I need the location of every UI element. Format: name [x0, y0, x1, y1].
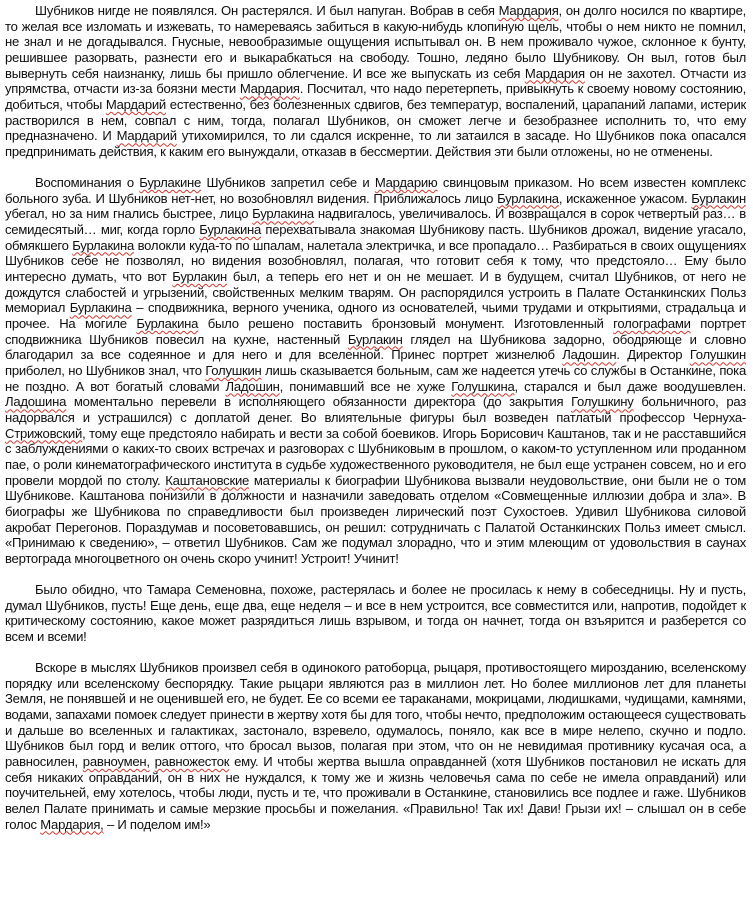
- text-run: – И поделом им!»: [103, 816, 211, 832]
- misspelled-word: Бурлакина: [497, 190, 559, 206]
- text-run: ему. И чтобы жертва вышла оправданней (хотя Шубников постановил не искать для себя никаких оправданий, он в них не нуждался, к тому же и жизнь человечья сама по себе не имела оправданий) или поучительней, ему хотелось, чтобы люди, пусть и те, что проживали в Останкине, становились все подлее и гаже. Шубников велел Палате принимать и самые мерзкие просьбы и пожелания. «Правильно! Так их! Дави! Грызи их! – слышал он в себе голос: [5, 754, 747, 832]
- misspelled-word: Бурлакин: [691, 190, 746, 206]
- misspelled-word: равноумен,: [82, 754, 150, 770]
- misspelled-word: Бурлакин: [347, 331, 403, 347]
- misspelled-word: Мардария,: [40, 816, 104, 832]
- misspelled-word: Бурлакина: [199, 222, 262, 238]
- misspelled-word: Мардария: [498, 3, 559, 18]
- text-run: свинцовым приказом. Но всем известен комплекс больного зуба. И Шубников нет-нет, но возобновлял видения. Приближалось лицо: [5, 175, 746, 206]
- text-run: , старался и был даже воодушевлен.: [514, 378, 746, 394]
- misspelled-word: Голушкина: [451, 378, 515, 394]
- text-run: глядел на Шубникова задорно, ободряюще и словно благодарил за все содеянное и для него и для вселенной. Принес портрет жизнелюб: [5, 331, 746, 363]
- paragraph: [5, 660, 746, 832]
- text-run: лишь сказывается больным, сам же надеется утечь со службы в Останкине, пока не поздно. А вот богатый словами: [5, 362, 746, 394]
- text-run: материалы к биографии Шубникова вызвали неудовольствие, они были не о том Шубникове. Каштанова понизили в должности и назначили заведовать отделом «Совмещенные иллюзии добра и зла». В биографы же Шубникова по справедливости был произведен лирический поэт Сухостоев. Удивил Шубникова силовой акробат Перегонов. Пораздумав и посоветовавшись, он решил: сотрудничать с Палатой Останкинских Польз имеет смысл. «Принимаю к сведению», – ответил Шубников. Сам же подумал злорадно, что и этим млеющим от удовольствия в саунах вертограда многоцветного он очень скоро учинит! Устроит! Учинит!: [5, 472, 746, 566]
- text-run: естественно, без болезненных сдвигов, без температур, воспалений, царапаний лапами, истерик растворился в нем, совпал с ним, тогда, полагал Шубников, он сможет легче и безобразнее исполнить то, что ему предназначено. И: [5, 96, 746, 144]
- text-run: Вскоре в мыслях Шубников произвел себя в одинокого ратоборца, рыцаря, противостоящего мирозданию, вселенскому порядку или вселенскому беспорядку. Такие рыцари являются раз в миллион лет. Но более миллионов лет для планеты Земля, не понявшей и не оценившей его, не будет. Ее со всеми ее тараканами, мокрицами, людишками, чудищами, камнями, водами, запахами помоек следует принести в жертву хотя бы для того, чтобы нечто, предположим остающееся существовать и дальше во вселенных и галактиках, застонало, взревело, одумалось, поняло, как все в мире нелепо, скучно и подло. Шубников был горд и велик оттого, что бросал вызов, полагая при этом, что он не невидимая противнику кусачая оса, а равносилен,: [5, 660, 746, 770]
- misspelled-word: Голушкин: [205, 362, 262, 378]
- misspelled-word: Стрижовский: [5, 425, 83, 441]
- text-run: надвигалось, увеличивалось. И возвращался в сорок четвертый раз… в семидесятый… миг, когда горло: [5, 206, 746, 238]
- misspelled-word: голографами: [613, 315, 691, 331]
- misspelled-word: Мардарий: [105, 96, 166, 112]
- text-run: было решено поставить бронзовый монумент. Изготовленный: [198, 315, 614, 331]
- paragraph: [5, 582, 746, 645]
- text-run: . Директор: [616, 347, 690, 363]
- misspelled-word: равножесток: [154, 754, 230, 770]
- text-run: убегал, но за ним гнались быстрее, лицо: [5, 206, 253, 222]
- text-run: утихомирился, то ли сдался искренне, то ли затаился в засаде. Но Шубников пока опасался предпринимать действия, к каким его вынуждали, отказав в бессмертии. Действия эти были отложены, но не отменены.: [5, 128, 746, 159]
- paragraph: [5, 3, 746, 160]
- text-run: волокли куда-то по шпалам, налетала электричка, и все пропадало… Разбираться в своих ощущениях Шубников себе не позволял, но видения возобновлял, полагая, что готовит себя к тому, что предстояло… Ему было интересно думать, что вот: [5, 237, 747, 284]
- text-run: приболел, но Шубников знал, что: [5, 362, 206, 378]
- text-run: Шубников нигде не появлялся. Он растерялся. И был напуган. Вобрав в себя: [35, 3, 499, 18]
- misspelled-word: Мардария: [239, 81, 300, 97]
- misspelled-word: Ладошин: [225, 378, 280, 394]
- text-run: , тому еще предстояло набирать и вести за собой боевиков. Игорь Борисович Каштанов, так и не расставшийся с заблуждениями о каких-то своих встречах и разговорах с Шубниковым в прошлом, о каком-то уступленном или проданном пае, о роли кинематографического института в судьбе художественного руководителя, не был еще устранен совсем, но и его провели мордой по столу.: [5, 425, 746, 488]
- misspelled-word: Голушкину: [571, 394, 634, 410]
- text-run: перехватывала знакомая Шубникову пасть. Шубников дрожал, видение угасало, обмякшего: [5, 222, 746, 253]
- misspelled-word: Бурлакина: [72, 237, 135, 253]
- paragraph: [5, 175, 746, 566]
- misspelled-word: Каштановские: [165, 472, 250, 488]
- misspelled-word: Бурлакина: [136, 315, 199, 331]
- misspelled-word: Ладошина: [5, 394, 67, 410]
- misspelled-word: Бурлакин: [172, 269, 228, 284]
- misspelled-word: Ладошин: [562, 347, 617, 363]
- text-run: он не захотел. Отчасти из упрямства, отчасти из-за боязни мести: [5, 65, 746, 97]
- text-run: , понимавший все не хуже: [279, 378, 452, 394]
- text-run: портрет сподвижника Шубников повесил на кухне, настенный: [5, 315, 746, 347]
- misspelled-word: Мардарию: [374, 175, 438, 191]
- text-run: – сподвижника, верного ученика, одного из основателей, чьими трудами и открытиями, страдальца и прочее. На могиле: [5, 300, 746, 331]
- text-run: Воспоминания о: [35, 175, 140, 191]
- misspelled-word: Бурлакина: [252, 206, 314, 222]
- text-run: был, а теперь его нет и он не мешает. И в будущем, считал Шубников, от него не дождутся слабостей и угрызений, свойственных мелким тварям. Он распорядился устроить в Палате Останкинских Польз мемориал: [5, 269, 746, 316]
- misspelled-word: Мардарий: [116, 128, 177, 144]
- text-run: Шубников запретил себе и: [201, 175, 375, 191]
- text-run: , искаженное ужасом.: [558, 190, 692, 206]
- misspelled-word: Голушкин: [689, 347, 746, 363]
- text-run: моментально перевели в исполняющего обязанности директора (до закрытия: [66, 394, 572, 410]
- text-run: больничного, раз надорвался и устрашился) с доплатой денег. Во влиятельные фигуры был возведен патлатый профессор Чернуха-: [5, 394, 746, 425]
- text-run: . Посчитал, что надо перетерпеть, привыкнуть к своему новому состоянию, добиться, чтобы: [5, 81, 746, 112]
- misspelled-word: Бурлакина: [69, 300, 132, 316]
- misspelled-word: Бурлакине: [139, 175, 202, 191]
- misspelled-word: Мардария: [524, 65, 585, 81]
- text-run: Было обидно, что Тамара Семеновна, похоже, растерялась и более не просилась к нему в собеседницы. Ну и пусть, думал Шубников, пусть! Еще день, еще два, еще неделя – и все в нем устроится, все совместится или, напротив, подойдет к критическому состоянию, какое может разрядиться лишь взрывом, и тогда он начнет, тогда он взъярится и разберется со всем и всеми!: [5, 581, 746, 644]
- text-run: , он долго носился по квартире, то желая все изломать и изжевать, то намереваясь забиться в какую-нибудь клопиную щель, чтобы о нем никто не помнил, не знал и не догадывался. Гнусные, невообразимые ощущения испытывал он. В нем проживало чужое, склонное к бунту, решившее разорвать, разнести его и выкарабкаться на свободу. Тошно, ледяно было Шубникову. Он выл, готов был вывернуть себя наизнанку, лишь бы пришло облегчение. И все же выпускать из себя: [5, 3, 746, 81]
